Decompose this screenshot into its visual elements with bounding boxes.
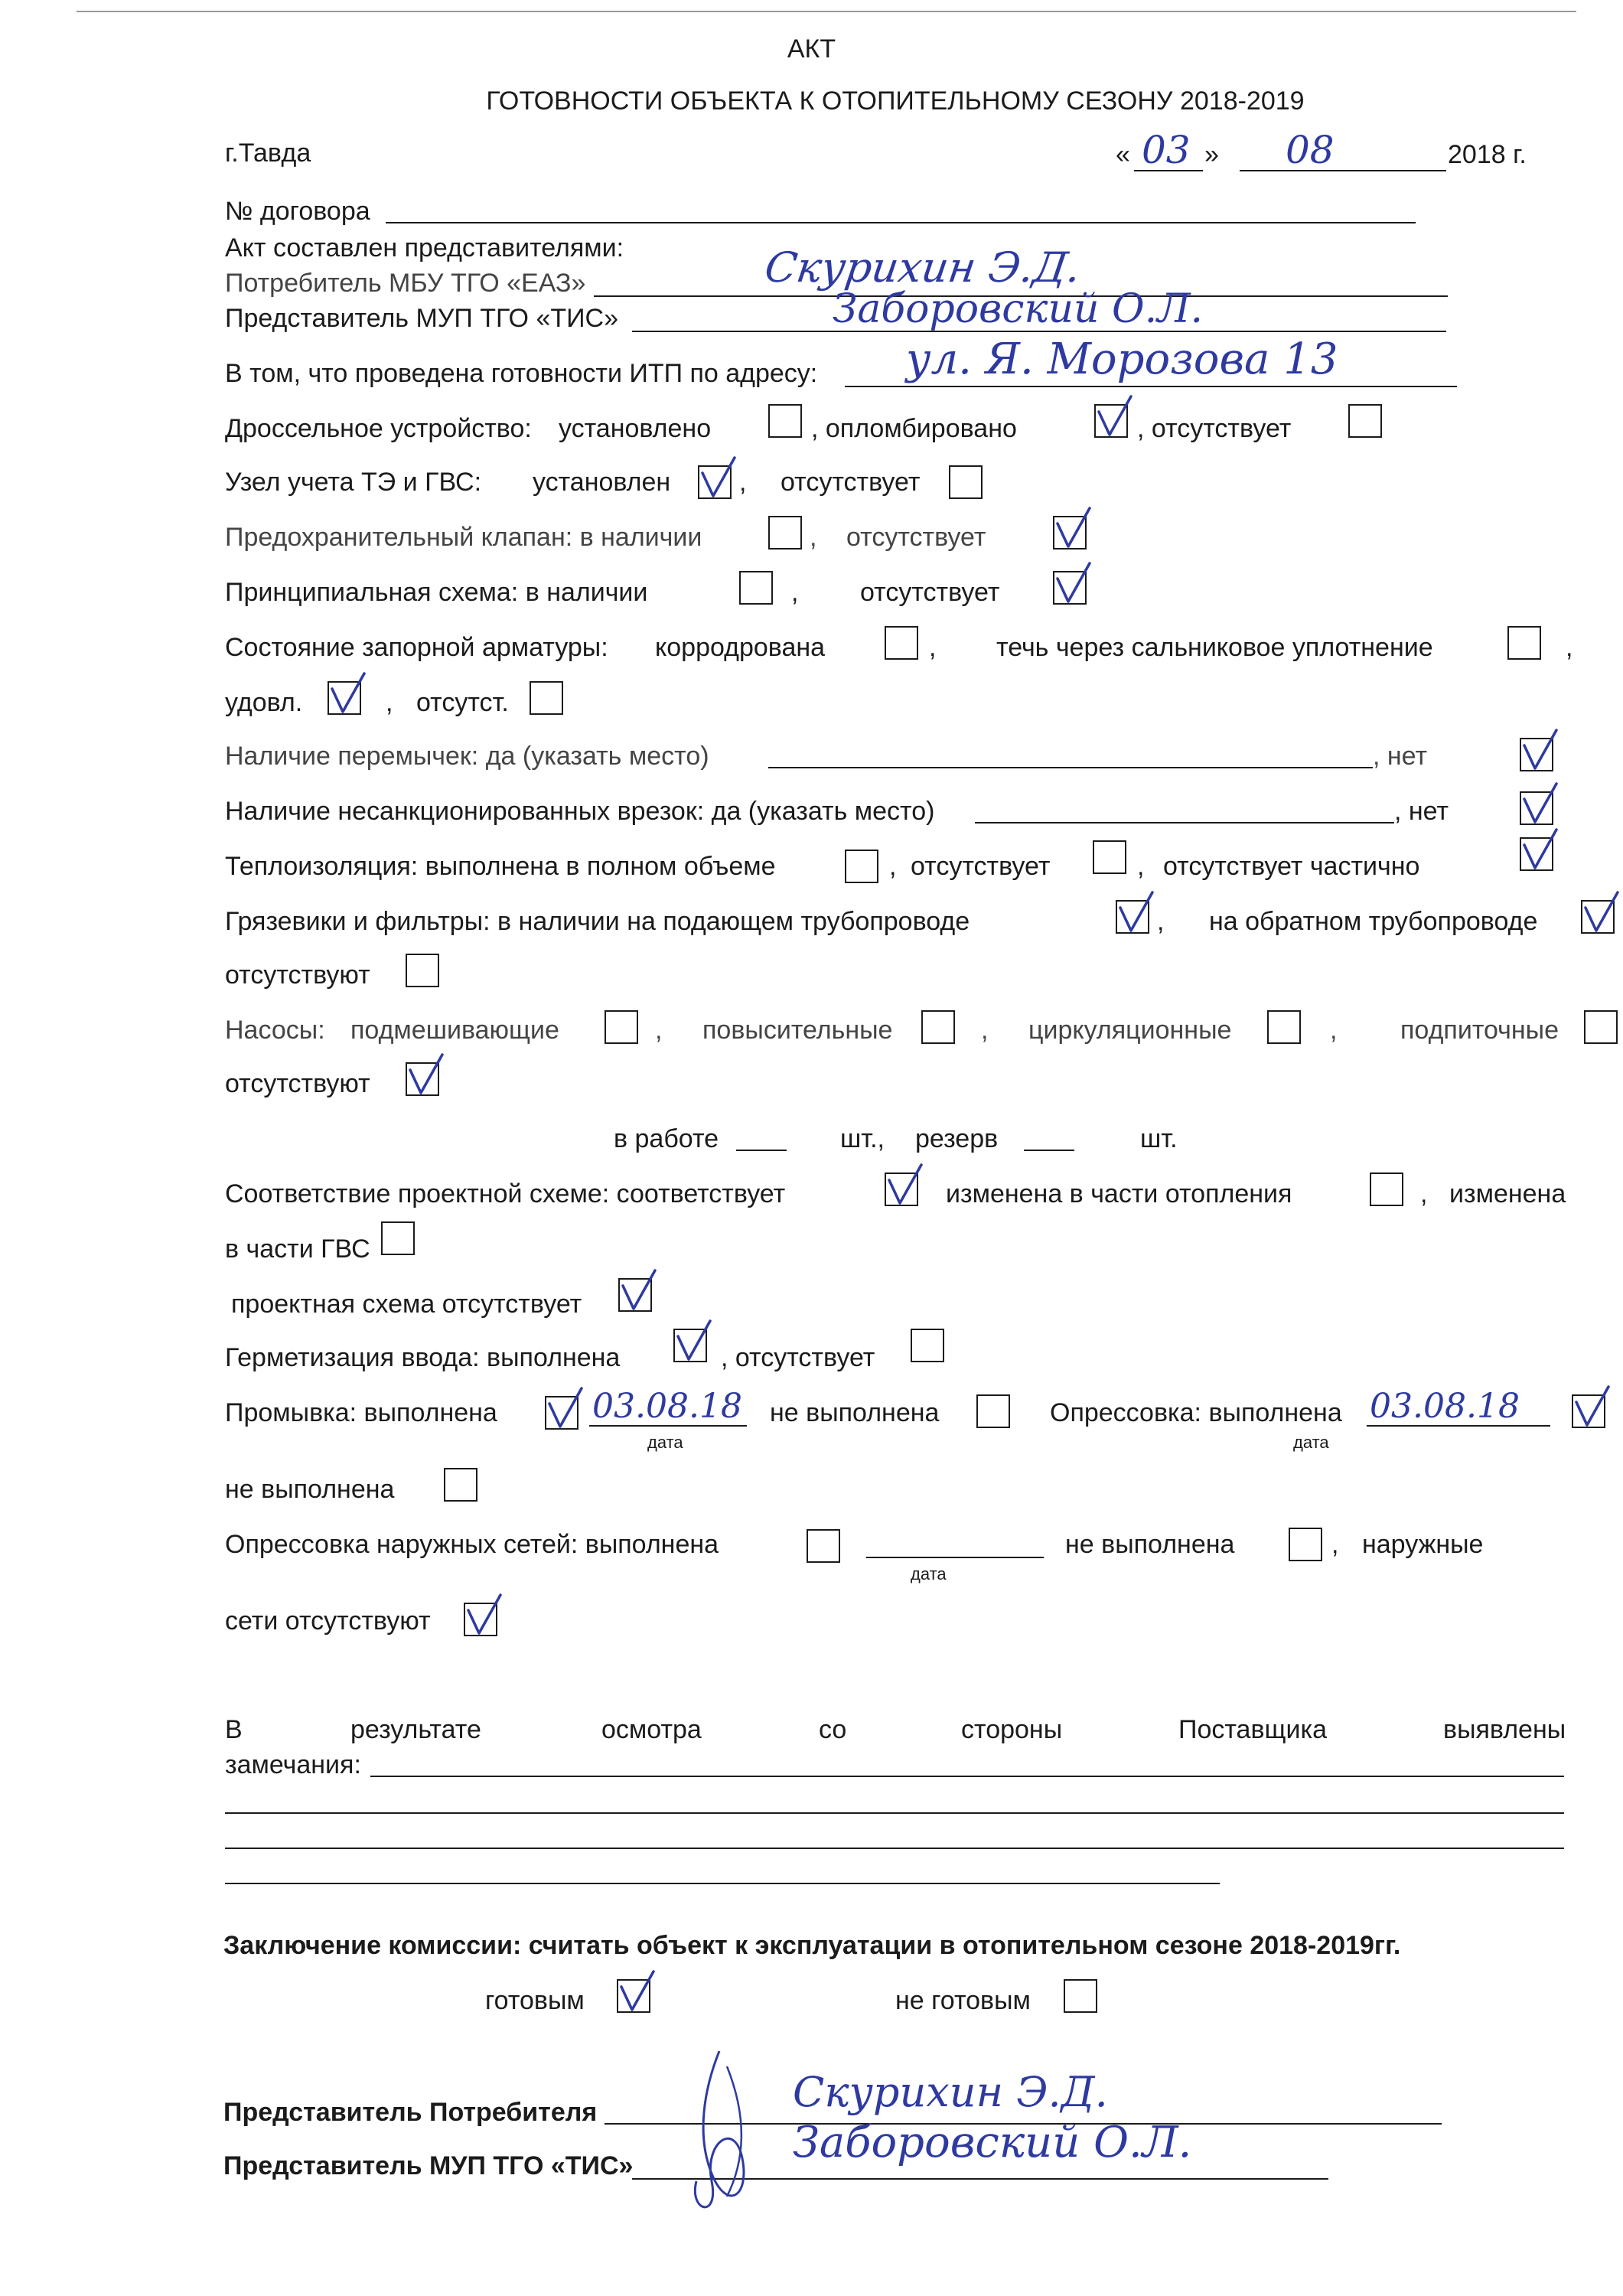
supplier-name-handwritten: Заборовский О.Л. (833, 286, 1204, 332)
shutoff-corroded-checkbox[interactable] (885, 626, 918, 660)
press-not-checkbox[interactable] (444, 1468, 477, 1502)
scheme-label: Принципиальная схема: в наличии (225, 578, 648, 607)
seal-absent-checkbox[interactable] (911, 1329, 944, 1362)
remarks-line-3[interactable] (225, 1848, 1564, 1849)
date-open-quote: « (1116, 140, 1130, 169)
outer-not-checkbox[interactable] (1289, 1528, 1322, 1561)
filter-return-checkbox[interactable] (1581, 900, 1615, 934)
consumer-name-handwritten: Скурихин Э.Д. (761, 243, 1084, 292)
valve-label: Предохранительный клапан: в наличии (225, 523, 702, 552)
filter-supply-checkbox[interactable] (1116, 900, 1149, 934)
meter-installed-checkbox[interactable] (698, 465, 732, 499)
taps-no-checkbox[interactable] (1520, 791, 1553, 825)
check-mark-icon (1518, 729, 1559, 773)
valve-absent-checkbox[interactable] (1053, 516, 1087, 550)
taps-label: Наличие несанкционированных врезок: да (указать место) (225, 797, 935, 826)
design-match-checkbox[interactable] (885, 1172, 918, 1206)
check-mark-icon (1518, 782, 1559, 827)
throttle-absent-checkbox[interactable] (1348, 404, 1382, 438)
check-mark-icon (543, 1387, 585, 1431)
valve-present-checkbox[interactable] (768, 516, 802, 550)
reserve-count-field[interactable] (1024, 1150, 1074, 1151)
act-subtitle: ГОТОВНОСТИ ОБЪЕКТА К ОТОПИТЕЛЬНОМУ СЕЗОНУ 2018-2019 (486, 86, 1305, 116)
check-mark-icon (883, 1163, 924, 1208)
contract-label: № договора (225, 197, 370, 226)
date-month: 08 (1286, 128, 1335, 172)
address-handwritten: ул. Я. Морозова 13 (906, 334, 1338, 384)
shutoff-absent-checkbox[interactable] (530, 681, 563, 715)
meter-label: Узел учета ТЭ и ГВС: (225, 468, 482, 497)
not-ready-checkbox[interactable] (1064, 1979, 1097, 2013)
design-heating-checkbox[interactable] (1370, 1172, 1403, 1206)
check-mark-icon (1579, 891, 1621, 935)
supplier-label: Представитель МУП ТГО «ТИС» (225, 304, 619, 333)
scheme-present-checkbox[interactable] (739, 571, 773, 605)
throttle-sealed-checkbox[interactable] (1094, 404, 1128, 438)
conclusion-text: Заключение комиссии: считать объект к эксплуатации в отопительном сезоне 2018-2019гг. (223, 1931, 1401, 1960)
press-done-checkbox[interactable] (1572, 1394, 1605, 1428)
remarks-label: замечания: (225, 1750, 361, 1779)
consumer-sign-label: Представитель Потребителя (223, 2098, 598, 2127)
shutoff-ok-checkbox[interactable] (328, 681, 361, 715)
pump-absent-checkbox[interactable] (406, 1062, 439, 1096)
consumer-signature-name: Скурихин Э.Д. (793, 2068, 1108, 2116)
check-mark-icon (672, 1319, 713, 1364)
remarks-line-1[interactable] (370, 1776, 1564, 1777)
check-mark-icon (1051, 507, 1093, 551)
date-close-quote: » (1204, 140, 1219, 169)
supplier-sign-label: Представитель МУП ТГО «ТИС» (223, 2151, 634, 2180)
seal-done-checkbox[interactable] (673, 1329, 707, 1362)
address-label: В том, что проведена готовности ИТП по адресу: (225, 359, 818, 388)
check-mark-icon (462, 1593, 504, 1638)
check-mark-icon (1114, 891, 1155, 935)
ready-checkbox[interactable] (617, 1979, 650, 2013)
check-mark-icon (1093, 395, 1134, 439)
scan-top-border (77, 11, 1576, 12)
flush-not-checkbox[interactable] (976, 1394, 1010, 1428)
pump-mixing-checkbox[interactable] (605, 1010, 638, 1044)
design-label: Соответствие проектной схеме: соответствует (225, 1179, 786, 1208)
outer-absent-checkbox[interactable] (464, 1603, 497, 1636)
remarks-line-4[interactable] (225, 1883, 1220, 1884)
insulation-absent-checkbox[interactable] (1093, 840, 1126, 874)
insulation-partial-checkbox[interactable] (1520, 837, 1553, 871)
throttle-installed-checkbox[interactable] (768, 404, 802, 438)
scheme-absent-checkbox[interactable] (1053, 571, 1087, 605)
check-mark-icon (404, 1053, 445, 1097)
jumpers-no-checkbox[interactable] (1520, 738, 1553, 771)
press-date-handwritten: 03.08.18 (1370, 1387, 1520, 1426)
pump-makeup-checkbox[interactable] (1584, 1010, 1618, 1044)
outer-done-checkbox[interactable] (807, 1529, 840, 1563)
insulation-full-checkbox[interactable] (845, 850, 878, 883)
design-absent-checkbox[interactable] (618, 1278, 652, 1312)
remarks-line-2[interactable] (225, 1812, 1564, 1814)
supplier-signature-name: Заборовский О.Л. (793, 2118, 1192, 2167)
contract-field[interactable] (386, 222, 1416, 223)
filters-label: Грязевики и фильтры: в наличии на подающем трубопроводе (225, 907, 970, 936)
flush-date-handwritten: 03.08.18 (592, 1387, 742, 1426)
date-day: 03 (1142, 128, 1191, 172)
act-title: АКТ (787, 34, 836, 64)
consumer-label: Потребитель МБУ ТГО «ЕАЗ» (225, 269, 586, 298)
pump-circulation-checkbox[interactable] (1267, 1010, 1301, 1044)
check-mark-icon (617, 1269, 658, 1313)
check-mark-icon (696, 456, 738, 501)
check-mark-icon (326, 672, 367, 716)
seal-label: Герметизация ввода: выполнена (225, 1343, 621, 1372)
flush-done-checkbox[interactable] (545, 1396, 578, 1430)
filter-absent-checkbox[interactable] (406, 954, 439, 987)
flush-label: Промывка: выполнена (225, 1398, 497, 1427)
signature-scribble (673, 2043, 788, 2227)
date-year: 2018 г. (1448, 140, 1527, 169)
shutoff-leak-checkbox[interactable] (1507, 626, 1541, 660)
pump-boost-checkbox[interactable] (921, 1010, 955, 1044)
outer-label: Опрессовка наружных сетей: выполнена (225, 1530, 719, 1559)
throttle-label: Дроссельное устройство: (225, 414, 532, 443)
compiled-by: Акт составлен представителями: (225, 233, 624, 263)
pumps-label: Насосы: (225, 1016, 325, 1045)
outer-date-field[interactable] (866, 1557, 1044, 1558)
check-mark-icon (1051, 562, 1093, 606)
check-mark-icon (1570, 1385, 1612, 1430)
meter-absent-checkbox[interactable] (949, 465, 983, 499)
check-mark-icon (615, 1970, 657, 2014)
shutoff-label: Состояние запорной арматуры: (225, 633, 608, 662)
design-hws-checkbox[interactable] (381, 1221, 415, 1255)
jumpers-label: Наличие перемычек: да (указать место) (225, 742, 709, 771)
city: г.Тавда (225, 139, 311, 168)
check-mark-icon (1518, 828, 1559, 872)
insulation-label: Теплоизоляция: выполнена в полном объеме (225, 852, 776, 881)
work-count-field[interactable] (736, 1150, 787, 1151)
